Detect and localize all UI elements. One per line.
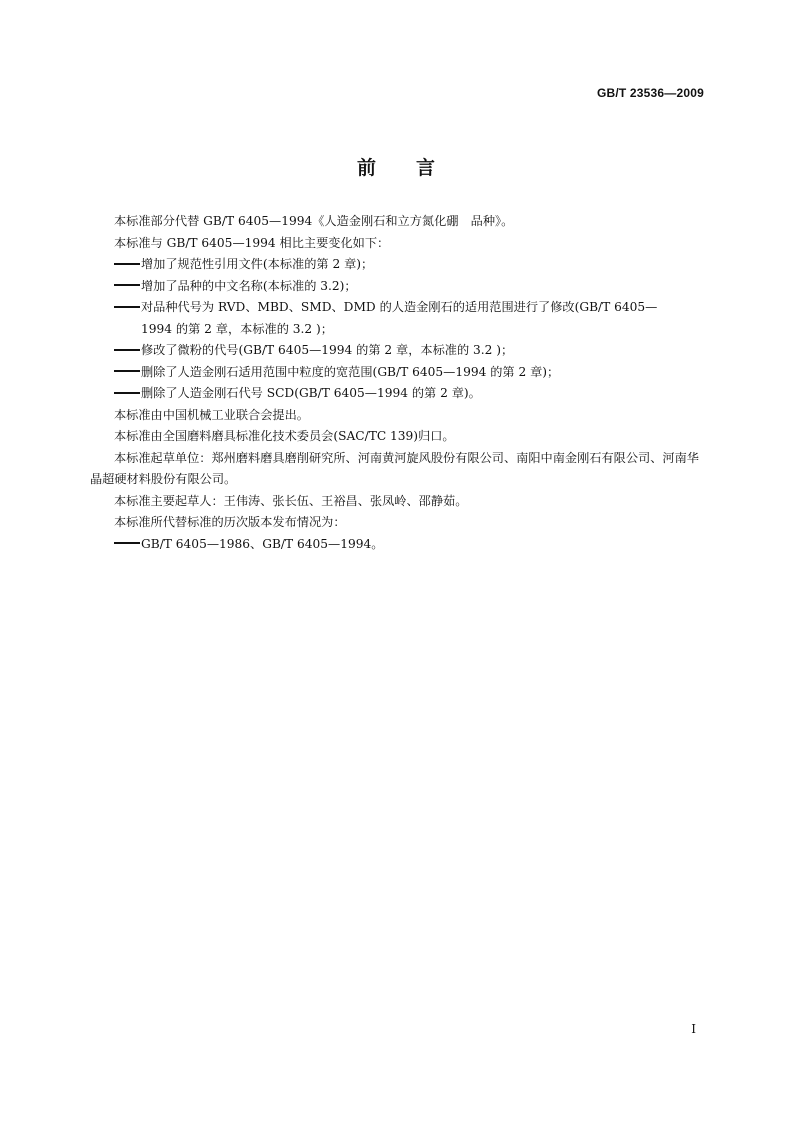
title-char-1: 前 xyxy=(356,157,378,179)
list-item: GB/T 6405—1986、GB/T 6405—1994。 xyxy=(90,534,704,556)
dash-bullet-icon xyxy=(114,263,140,265)
paragraph-custodian: 本标准由全国磨料磨具标准化技术委员会(SAC/TC 139)归口。 xyxy=(114,429,455,443)
title-char-2: 言 xyxy=(416,157,438,179)
list-item: 删除了人造金刚石代号 SCD(GB/T 6405—1994 的第 2 章)。 xyxy=(90,383,704,405)
list-item: 对品种代号为 RVD、MBD、SMD、DMD 的人造金刚石的适用范围进行了修改(GB/T 6405— 1994 的第 2 章，本标准的 3.2 )； xyxy=(90,297,704,340)
paragraph-history-intro: 本标准所代替标准的历次版本发布情况为： xyxy=(114,515,346,529)
dash-bullet-icon xyxy=(114,284,140,286)
page-number: I xyxy=(691,1022,696,1036)
paragraph-replaces: 本标准部分代替 GB/T 6405—1994《人造金刚石和立方氮化硼 品种》。 xyxy=(114,214,514,228)
foreword-body xyxy=(90,211,704,555)
dash-bullet-icon xyxy=(114,306,140,308)
paragraph-changes-intro: 本标准与 GB/T 6405—1994 相比主要变化如下： xyxy=(114,235,390,250)
paragraph-proposer: 本标准由中国机械工业联合会提出。 xyxy=(114,407,309,422)
paragraph-drafting-units: 本标准起草单位：郑州磨料磨具磨削研究所、河南黄河旋风股份有限公司、南阳中南金刚石有限公司、河南华晶超硬材料股份有限公司。 xyxy=(90,450,699,486)
standard-code: GB/T 23536—2009 xyxy=(596,86,704,100)
dash-bullet-icon xyxy=(114,370,140,372)
list-item: 删除了人造金刚石适用范围中粒度的宽范围(GB/T 6405—1994 的第 2 章)； xyxy=(90,362,704,384)
list-item: 修改了微粉的代号(GB/T 6405—1994 的第 2 章，本标准的 3.2 )； xyxy=(90,340,704,362)
dash-bullet-icon xyxy=(114,349,140,351)
page-title xyxy=(0,153,794,180)
dash-bullet-icon xyxy=(114,392,140,394)
paragraph-drafters: 本标准主要起草人：王伟涛、张长伍、王裕昌、张凤岭、邵静茹。 xyxy=(114,493,468,508)
list-item: 增加了规范性引用文件(本标准的第 2 章)； xyxy=(90,254,704,276)
dash-bullet-icon xyxy=(114,542,140,544)
list-item: 增加了品种的中文名称(本标准的 3.2)； xyxy=(90,276,704,298)
